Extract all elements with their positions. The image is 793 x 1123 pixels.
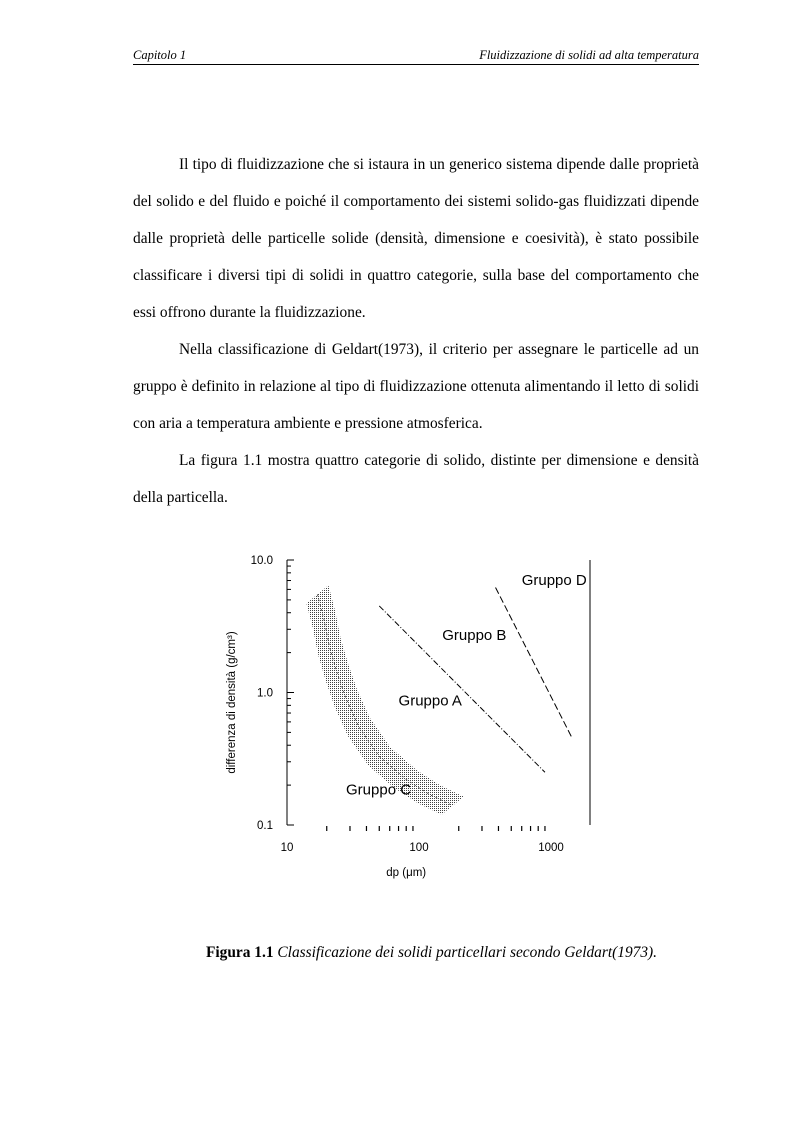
paragraph: Il tipo di fluidizzazione che si istaura in un generico sistema dipende dalle proprietà del solido e del fluido e poiché il comportamento dei sistemi solido-gas fluidizzati dipende dalle proprietà delle particelle solide (densità, dimensione e coesività), è stato possibile classificare i diversi tipi di solidi in quattro categorie, sulla base del comportamento che essi offrono durante la fluidizzazione. bbox=[133, 156, 699, 321]
y-tick-label: 10.0 bbox=[250, 555, 273, 567]
group-b-d-boundary bbox=[496, 588, 573, 739]
x-tick-label: 1000 bbox=[538, 842, 564, 854]
x-axis-label: dp (μm) bbox=[386, 867, 427, 879]
caption-label: Figura 1.1 bbox=[206, 944, 274, 961]
y-tick-label: 0.1 bbox=[257, 820, 273, 832]
x-tick-label: 100 bbox=[409, 842, 429, 854]
x-tick-label: 10 bbox=[280, 842, 294, 854]
paragraph: Nella classificazione di Geldart(1973), il criterio per assegnare le particelle ad un gruppo è definito in relazione al tipo di fluidizzazione ottenuta alimentando il letto di solidi con aria a temperatura ambiente e pressione atmosferica. bbox=[133, 341, 699, 432]
region-label-gruppo-c: Gruppo C bbox=[346, 781, 412, 799]
region-label-gruppo-d: Gruppo D bbox=[521, 571, 587, 589]
caption-text: Classificazione dei solidi particellari secondo Geldart(1973). bbox=[277, 944, 658, 961]
region-label-gruppo-b: Gruppo B bbox=[442, 626, 507, 644]
page-header bbox=[133, 46, 699, 65]
region-label-gruppo-a: Gruppo A bbox=[398, 692, 462, 710]
figure-caption bbox=[206, 944, 657, 962]
y-tick-label: 1.0 bbox=[257, 687, 273, 700]
geldart-chart bbox=[200, 540, 620, 885]
y-axis-label: differenza di densità (g/cm³) bbox=[226, 631, 238, 774]
paragraph: La figura 1.1 mostra quattro categorie di solido, distinte per dimensione e densità della particella. bbox=[133, 452, 699, 506]
body-text bbox=[133, 146, 699, 516]
chapter-title: Fluidizzazione di solidi ad alta temperatura bbox=[479, 48, 699, 62]
chapter-label: Capitolo 1 bbox=[133, 48, 187, 62]
